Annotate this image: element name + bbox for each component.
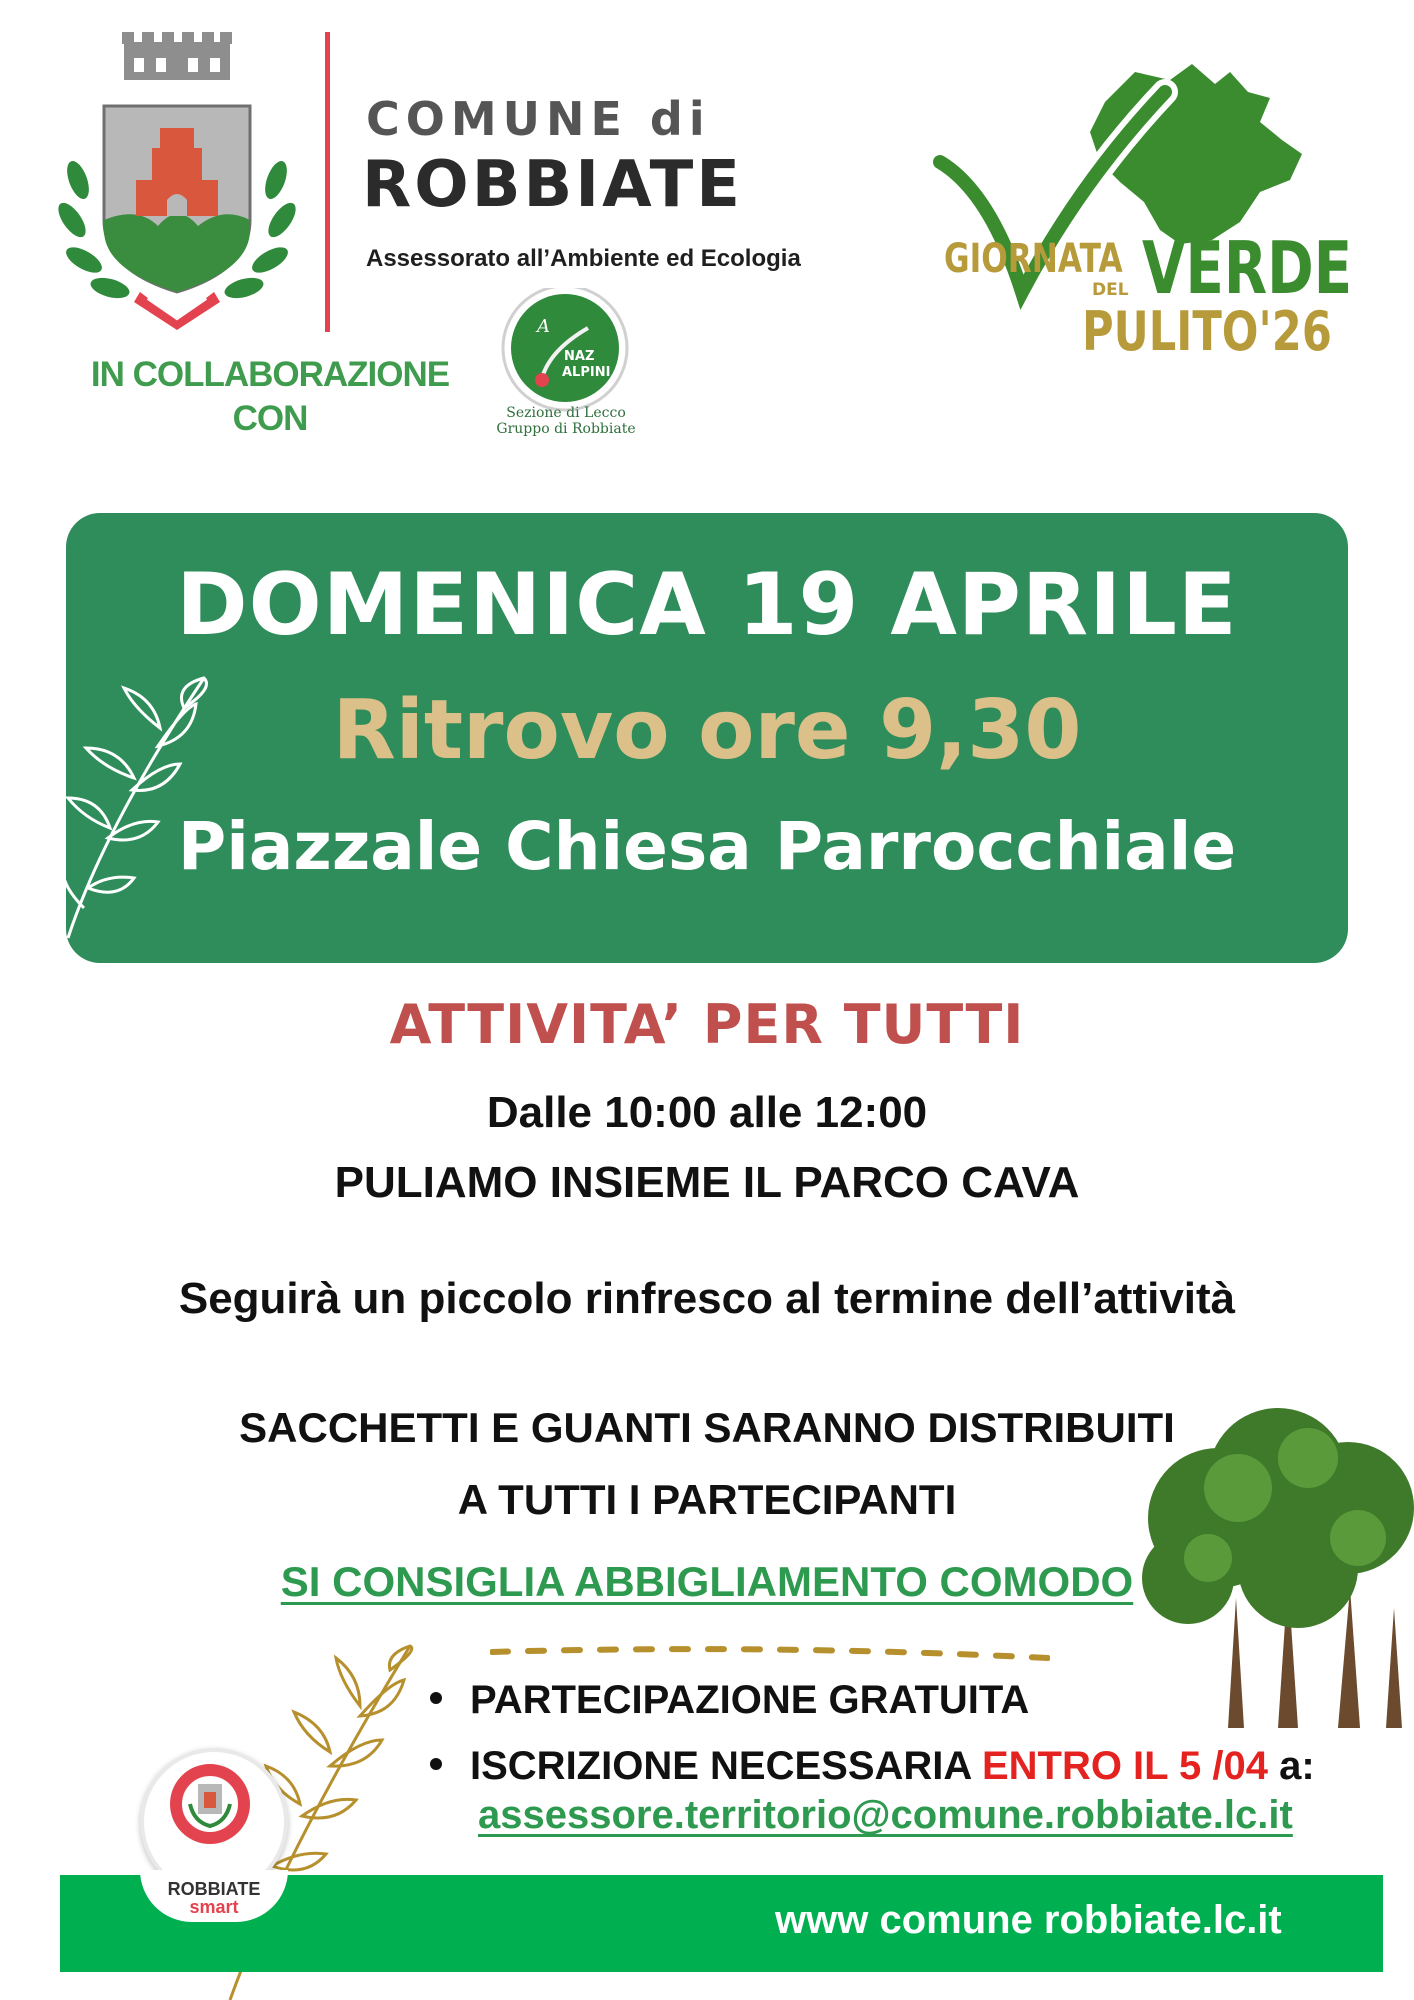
bullet-iscrizione bbox=[430, 1744, 1315, 1789]
bullet-iscrizione-text: ISCRIZIONE NECESSARIA bbox=[470, 1744, 971, 1788]
gv-giornata-text: GIORNATA bbox=[944, 236, 1123, 282]
svg-text:NAZ: NAZ bbox=[564, 349, 595, 364]
svg-text:ALPINI: ALPINI bbox=[562, 365, 611, 380]
assessorato-label: Assessorato all’Ambiente ed Ecologia bbox=[366, 245, 801, 272]
robbiate-smart-logo bbox=[160, 1764, 260, 1864]
smart-badge-sub: smart bbox=[189, 1897, 239, 1917]
activity-title: ATTIVITA’ PER TUTTI bbox=[389, 993, 1025, 1056]
bullet-gratuita bbox=[430, 1678, 1029, 1723]
bullet-gratuita-text: PARTECIPAZIONE GRATUITA bbox=[470, 1678, 1030, 1722]
bullet-a-text: a: bbox=[1279, 1744, 1315, 1788]
supplies-note-line2: A TUTTI I PARTECIPANTI bbox=[457, 1476, 957, 1523]
svg-text:A: A bbox=[537, 316, 550, 337]
comune-label: COMUNE di bbox=[366, 92, 711, 146]
collaborazione-label: IN COLLABORAZIONE CON bbox=[90, 355, 450, 438]
gv-verde-text: VERDE bbox=[1142, 226, 1353, 310]
clothing-advice: SI CONSIGLIA ABBIGLIAMENTO COMODO bbox=[280, 1558, 1134, 1605]
gv-pulito-text: PULITO'26 bbox=[1082, 300, 1332, 363]
bullet-dot-icon bbox=[430, 1758, 442, 1770]
deadline-text: ENTRO IL 5 /04 bbox=[981, 1744, 1268, 1788]
trees-illustration bbox=[1128, 1398, 1414, 1728]
dashed-divider bbox=[490, 1638, 1050, 1668]
bullet-dot-icon bbox=[430, 1692, 442, 1704]
gv-del-text: DEL bbox=[1092, 280, 1129, 300]
activity-description: PULIAMO INSIEME IL PARCO CAVA bbox=[334, 1158, 1080, 1207]
divider-rule bbox=[325, 32, 330, 332]
contact-email-link[interactable]: assessore.territorio@comune.robbiate.lc.it bbox=[478, 1793, 1293, 1837]
comune-name: ROBBIATE bbox=[362, 148, 743, 222]
alpini-caption: Sezione di Lecco Gruppo di Robbiate bbox=[496, 405, 636, 437]
refreshment-note: Seguirà un piccolo rinfresco al termine dell’attività bbox=[178, 1274, 1236, 1323]
website-link[interactable]: www comune robbiate.lc.it bbox=[775, 1898, 1282, 1942]
meeting-time: Ritrovo ore 9,30 bbox=[332, 683, 1082, 778]
meeting-place: Piazzale Chiesa Parrocchiale bbox=[177, 808, 1237, 885]
supplies-note-line1: SACCHETTI E GUANTI SARANNO DISTRIBUITI bbox=[239, 1404, 1175, 1451]
robbiate-coat-of-arms bbox=[48, 30, 306, 330]
activity-hours: Dalle 10:00 alle 12:00 bbox=[486, 1088, 928, 1137]
smart-badge-name: ROBBIATE bbox=[167, 1879, 261, 1899]
event-date: DOMENICA 19 APRILE bbox=[176, 555, 1238, 655]
